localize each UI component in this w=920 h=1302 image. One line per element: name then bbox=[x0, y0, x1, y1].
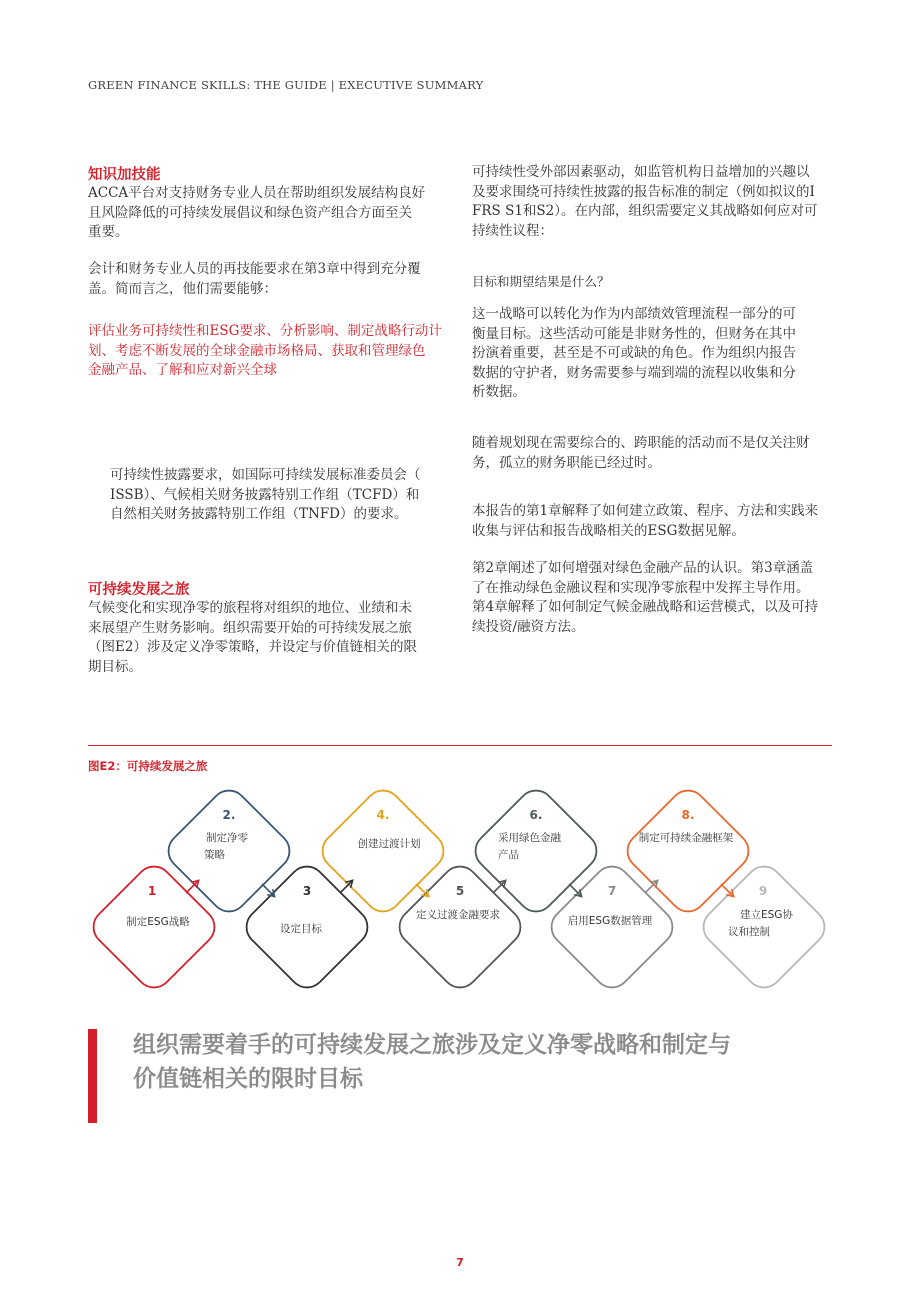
figure-title: 图E2：可持续发展之旅 bbox=[88, 759, 208, 773]
text-line: 评估业务可持续性和ESG要求、分析影响、制定战略行动计 bbox=[88, 323, 442, 339]
pullquote-bar bbox=[88, 1029, 97, 1123]
paragraph-disclosure-indent bbox=[110, 466, 421, 525]
section-title-skills: 知识加技能 bbox=[88, 167, 161, 183]
journey-diagram bbox=[0, 770, 920, 1010]
pullquote-line: 组织需要着手的可持续发展之旅涉及定义净零战略和制定与 bbox=[133, 1032, 731, 1058]
step-2-number: 2. bbox=[222, 808, 236, 822]
text-line: 第4章解释了如何制定气候金融战略和运营模式，以及可持 bbox=[472, 599, 819, 615]
step-6-label-line1: 采用绿色金融 bbox=[498, 832, 561, 844]
step-7-number: 7 bbox=[607, 884, 617, 898]
pullquote-line: 价值链相关的限时目标 bbox=[133, 1066, 363, 1092]
running-header: GREEN FINANCE SKILLS: THE GUIDE | EXECUTIVE SUMMARY bbox=[88, 78, 484, 92]
arrow-4-to-5-icon bbox=[416, 884, 428, 896]
text-line: 气候变化和实现净零的旅程将对组织的地位、业绩和未 bbox=[88, 600, 412, 616]
text-line: ACCA平台对支持财务专业人员在帮助组织发展结构良好 bbox=[88, 185, 426, 201]
question-goals: 目标和期望结果是什么？ bbox=[472, 274, 610, 289]
text-line: 及要求围绕可持续性披露的报告标准的制定（例如拟议的I bbox=[472, 183, 815, 200]
arrow-2-to-3-icon bbox=[262, 884, 274, 896]
step-3-label-line1: 设定目标 bbox=[280, 923, 322, 935]
step-6-label-line2: 产品 bbox=[498, 849, 519, 861]
text-line: 金融产品、了解和应对新兴全球 bbox=[88, 362, 277, 378]
text-line: 可持续性披露要求，如国际可持续发展标准委员会（ bbox=[110, 467, 421, 483]
text-line: 了在推动绿色金融议程和实现净零旅程中发挥主导作用。 bbox=[472, 579, 810, 596]
paragraph-cross-functional bbox=[472, 434, 810, 473]
step-8-label-line1: 制定可持续金融框架 bbox=[638, 832, 734, 844]
step-2-label-line2: 策略 bbox=[204, 849, 225, 861]
step-5-number: 5 bbox=[455, 884, 465, 898]
step-7-label-line1: 启用ESG数据管理 bbox=[567, 915, 653, 927]
paragraph-chapters-2-4 bbox=[472, 559, 818, 637]
text-line: 这一战略可以转化为作为内部绩效管理流程一部分的可 bbox=[472, 306, 796, 322]
text-line: 析数据。 bbox=[472, 384, 526, 400]
step-2-label-line1: 制定净零 bbox=[206, 832, 248, 844]
text-line: 持续性议程： bbox=[472, 222, 553, 239]
step-4-number: 4. bbox=[376, 808, 390, 822]
paragraph-climate-journey bbox=[88, 599, 417, 677]
text-line: 务，孤立的财务职能已经过时。 bbox=[472, 454, 661, 471]
text-line: 重要。 bbox=[88, 224, 129, 240]
text-line: 盖。简而言之，他们需要能够： bbox=[88, 280, 277, 297]
text-line: 衡量目标。这些活动可能是非财务性的，但财务在其中 bbox=[472, 325, 796, 342]
text-line: （图E2）涉及定义净零策略，并设定与价值链相关的限 bbox=[88, 639, 417, 655]
step-9-label-line2: 议和控制 bbox=[728, 926, 770, 938]
paragraph-skills-red bbox=[88, 322, 442, 381]
text-line: 随着规划现在需要综合的、跨职能的活动而不是仅关注财 bbox=[472, 435, 810, 451]
step-4-label-line1: 创建过渡计划 bbox=[357, 838, 421, 850]
pullquote bbox=[133, 1028, 813, 1096]
step-9-number: 9 bbox=[758, 884, 768, 898]
arrow-8-to-9-icon bbox=[721, 884, 733, 896]
step-8-number: 8. bbox=[681, 808, 695, 822]
arrow-6-to-7-icon bbox=[569, 884, 581, 896]
paragraph-chapter1 bbox=[472, 502, 818, 541]
paragraph-reskilling bbox=[88, 260, 421, 299]
text-line: 可持续性受外部因素驱动，如监管机构日益增加的兴趣以 bbox=[472, 164, 810, 180]
paragraph-acca-platform bbox=[88, 184, 425, 243]
text-line: 数据的守护者，财务需要参与端到端的流程以收集和分 bbox=[472, 364, 796, 381]
text-line: 收集与评估和报告战略相关的ESG数据见解。 bbox=[472, 522, 745, 539]
step-1-label-line1: 制定ESG战略 bbox=[126, 916, 190, 928]
text-line: 期目标。 bbox=[88, 658, 142, 675]
text-line: ISSB）、气候相关财务披露特别工作组（TCFD）和 bbox=[110, 486, 420, 503]
text-line: 划、考虑不断发展的全球金融市场格局、获取和管理绿色 bbox=[88, 342, 426, 359]
page-number: 7 bbox=[456, 1256, 464, 1269]
text-line: FRS S1和S2）。在内部，组织需要定义其战略如何应对可 bbox=[472, 203, 818, 219]
text-line: 续投资/融资方法。 bbox=[472, 618, 585, 635]
text-line: 会计和财务专业人员的再技能要求在第3章中得到充分覆 bbox=[88, 261, 421, 277]
text-line: 且风险降低的可持续发展倡议和绿色资产组合方面至关 bbox=[88, 204, 412, 221]
step-6-number: 6. bbox=[529, 808, 543, 822]
section-title-journey: 可持续发展之旅 bbox=[88, 582, 190, 598]
text-line: 扮演着重要，甚至是不可或缺的角色。作为组织内报告 bbox=[472, 345, 796, 361]
paragraph-external-drivers bbox=[472, 163, 818, 241]
paragraph-measurable-goals bbox=[472, 305, 796, 403]
text-line: 第2章阐述了如何增强对绿色金融产品的认识。第3章涵盖 bbox=[472, 560, 814, 576]
text-line: 来展望产生财务影响。组织需要开始的可持续发展之旅 bbox=[88, 619, 412, 636]
text-line: 自然相关财务披露特别工作组（TNFD）的要求。 bbox=[110, 506, 408, 522]
step-5-label-line1: 定义过渡金融要求 bbox=[416, 909, 500, 921]
step-9-label-line1: 建立ESG协 bbox=[740, 909, 793, 921]
step-3-number: 3 bbox=[302, 884, 312, 898]
step-1-number: 1 bbox=[147, 884, 157, 898]
figure-divider bbox=[88, 745, 832, 746]
text-line: 本报告的第1章解释了如何建立政策、程序、方法和实践来 bbox=[472, 503, 819, 519]
